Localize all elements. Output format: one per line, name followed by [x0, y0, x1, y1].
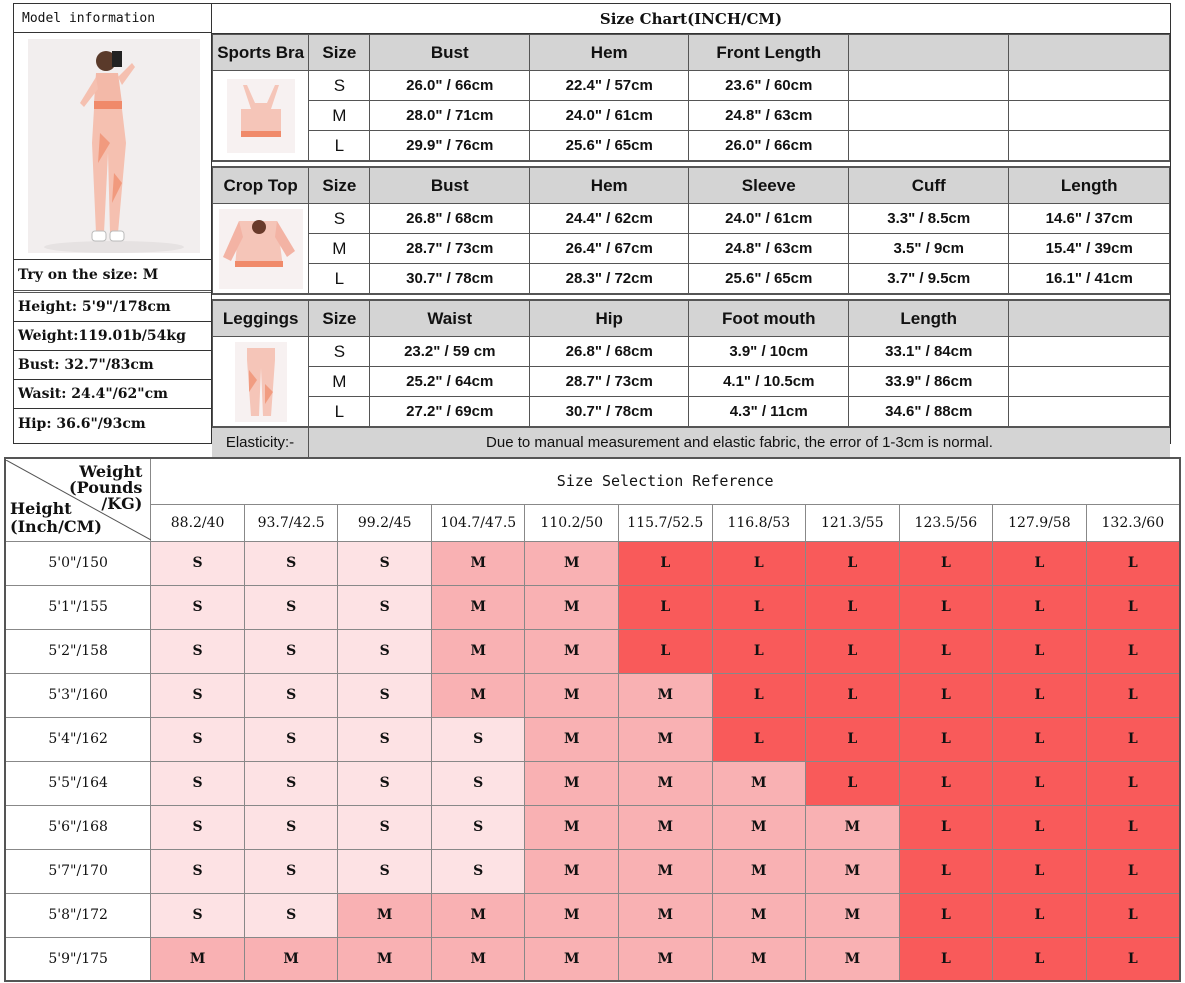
recommended-size-cell: S — [244, 629, 338, 673]
recommended-size-cell: M — [712, 937, 806, 981]
weight-label-line3: /KG) — [101, 493, 143, 513]
table-row — [213, 101, 1170, 131]
recommended-size-cell: L — [712, 717, 806, 761]
recommended-size-cell: S — [338, 717, 432, 761]
recommended-size-cell: M — [619, 893, 713, 937]
column-header — [848, 35, 1009, 71]
measurement-cell: 27.2" / 69cm — [370, 397, 530, 427]
weight-column-header: 121.3/55 — [806, 504, 900, 541]
table-row — [5, 937, 1180, 981]
recommended-size-cell: L — [899, 761, 993, 805]
recommended-size-cell: M — [806, 893, 900, 937]
recommended-size-cell: S — [151, 585, 245, 629]
measurement-cell: 28.0" / 71cm — [370, 101, 530, 131]
recommended-size-cell: L — [1086, 937, 1180, 981]
measurement-cell: 24.0" / 61cm — [689, 204, 849, 234]
measurement-cell: 34.6" / 88cm — [848, 397, 1009, 427]
height-axis-label — [10, 500, 102, 536]
try-on-size: Try on the size: M — [14, 260, 211, 293]
model-height: Height: 5'9"/178cm — [14, 293, 211, 322]
recommended-size-cell: M — [712, 761, 806, 805]
recommended-size-cell: L — [806, 717, 900, 761]
recommended-size-cell: M — [525, 805, 619, 849]
size-cell: S — [309, 71, 370, 101]
measurement-cell: 4.1" / 10.5cm — [689, 367, 849, 397]
recommended-size-cell: L — [899, 673, 993, 717]
measurement-cell: 16.1" / 41cm — [1009, 264, 1170, 294]
measurement-cell — [848, 71, 1009, 101]
measurement-cell: 25.2" / 64cm — [370, 367, 530, 397]
measurement-note: Due to manual measurement and elastic fabric, the error of 1-3cm is normal. — [486, 434, 993, 451]
recommended-size-cell: S — [151, 717, 245, 761]
size-cell: M — [309, 234, 370, 264]
recommended-size-cell: S — [244, 893, 338, 937]
recommended-size-cell: M — [431, 937, 525, 981]
table-row — [213, 337, 1170, 367]
recommended-size-cell: M — [525, 585, 619, 629]
table-row — [5, 585, 1180, 629]
recommended-size-cell: L — [806, 541, 900, 585]
recommended-size-cell: S — [244, 541, 338, 585]
recommended-size-cell: L — [993, 673, 1087, 717]
measurement-cell — [1009, 367, 1170, 397]
recommended-size-cell: L — [619, 585, 713, 629]
recommended-size-cell: L — [712, 585, 806, 629]
recommended-size-cell: L — [806, 585, 900, 629]
size-chart-panel — [13, 3, 1171, 451]
recommended-size-cell: M — [525, 629, 619, 673]
height-row-header: 5'4"/162 — [5, 717, 151, 761]
elasticity-note-row — [212, 427, 1170, 457]
recommended-size-cell: S — [431, 761, 525, 805]
crop-top-image — [215, 207, 307, 291]
recommended-size-cell: L — [619, 629, 713, 673]
recommended-size-cell: L — [899, 849, 993, 893]
measurement-cell — [1009, 101, 1170, 131]
sports-bra-category-label: Sports Bra — [213, 35, 309, 71]
recommended-size-cell: M — [338, 937, 432, 981]
measurement-cell: 3.7" / 9.5cm — [848, 264, 1009, 294]
measurement-cell: 24.8" / 63cm — [689, 101, 849, 131]
recommended-size-cell: L — [993, 541, 1087, 585]
recommended-size-cell: S — [244, 673, 338, 717]
recommended-size-cell: S — [151, 893, 245, 937]
leggings-image — [231, 340, 291, 424]
recommended-size-cell: M — [619, 849, 713, 893]
size-cell: L — [309, 264, 370, 294]
recommended-size-cell: S — [338, 673, 432, 717]
recommended-size-cell: L — [899, 717, 993, 761]
recommended-size-cell: S — [151, 673, 245, 717]
column-header: Hem — [529, 168, 689, 204]
measurement-cell: 4.3" / 11cm — [689, 397, 849, 427]
recommended-size-cell: M — [525, 849, 619, 893]
recommended-size-cell: M — [619, 805, 713, 849]
sports-bra-product-image — [213, 71, 309, 161]
measurement-cell: 23.2" / 59 cm — [370, 337, 530, 367]
recommended-size-cell: M — [712, 849, 806, 893]
recommended-size-cell: S — [244, 849, 338, 893]
model-hip: Hip: 36.6"/93cm — [18, 415, 146, 432]
weight-label-line1: Weight — [79, 461, 143, 481]
recommended-size-cell: S — [244, 585, 338, 629]
column-header: Front Length — [689, 35, 849, 71]
model-waist: Wasit: 24.4"/62"cm — [14, 380, 211, 409]
measurement-cell: 26.4" / 67cm — [529, 234, 689, 264]
column-header: Length — [848, 301, 1009, 337]
measurement-cell: 26.8" / 68cm — [370, 204, 530, 234]
recommended-size-cell: M — [244, 937, 338, 981]
size-selection-table — [4, 457, 1181, 982]
model-photo — [14, 33, 211, 260]
measurement-cell: 30.7" / 78cm — [529, 397, 689, 427]
column-header: Length — [1009, 168, 1170, 204]
crop-top-category-label: Crop Top — [213, 168, 309, 204]
column-header — [1009, 301, 1170, 337]
recommended-size-cell: S — [431, 805, 525, 849]
measurement-cell: 3.5" / 9cm — [848, 234, 1009, 264]
table-row — [5, 805, 1180, 849]
recommended-size-cell: M — [338, 893, 432, 937]
recommended-size-cell: M — [525, 761, 619, 805]
recommended-size-cell: S — [338, 541, 432, 585]
recommended-size-cell: L — [1086, 629, 1180, 673]
measurement-cell: 3.9" / 10cm — [689, 337, 849, 367]
recommended-size-cell: S — [151, 541, 245, 585]
recommended-size-cell: L — [899, 805, 993, 849]
measurement-cell: 33.9" / 86cm — [848, 367, 1009, 397]
leggings-category-label: Leggings — [213, 301, 309, 337]
measurement-cell: 24.0" / 61cm — [529, 101, 689, 131]
measurement-cell: 30.7" / 78cm — [370, 264, 530, 294]
height-row-header: 5'9"/175 — [5, 937, 151, 981]
recommended-size-cell: M — [525, 893, 619, 937]
table-row — [213, 71, 1170, 101]
weight-column-header: 93.7/42.5 — [244, 504, 338, 541]
size-grid-body — [5, 541, 1180, 981]
measurement-cell — [1009, 337, 1170, 367]
height-row-header: 5'3"/160 — [5, 673, 151, 717]
model-info-header: Model information — [14, 4, 211, 33]
model-weight: Weight:119.01b/54kg — [14, 322, 211, 351]
table-row — [213, 264, 1170, 294]
table-corner-header — [5, 458, 151, 541]
column-header: Foot mouth — [689, 301, 849, 337]
recommended-size-cell: L — [806, 673, 900, 717]
crop-top-table — [212, 167, 1170, 294]
recommended-size-cell: S — [338, 629, 432, 673]
recommended-size-cell: L — [1086, 849, 1180, 893]
table-row — [5, 541, 1180, 585]
table-row — [213, 234, 1170, 264]
measurement-cell: 28.3" / 72cm — [529, 264, 689, 294]
recommended-size-cell: L — [899, 937, 993, 981]
weight-column-header: 127.9/58 — [993, 504, 1087, 541]
column-header: Size — [309, 168, 370, 204]
recommended-size-cell: L — [993, 761, 1087, 805]
recommended-size-cell: L — [1086, 761, 1180, 805]
model-figure-image — [14, 33, 212, 259]
height-row-header: 5'7"/170 — [5, 849, 151, 893]
recommended-size-cell: L — [806, 629, 900, 673]
size-cell: L — [309, 131, 370, 161]
measurement-cell: 28.7" / 73cm — [370, 234, 530, 264]
column-header — [1009, 35, 1170, 71]
measurement-cell — [848, 131, 1009, 161]
table-row — [5, 629, 1180, 673]
measurement-cell — [1009, 71, 1170, 101]
measurement-cell: 26.0" / 66cm — [370, 71, 530, 101]
crop-top-header-row — [213, 168, 1170, 204]
recommended-size-cell: M — [619, 761, 713, 805]
weight-column-header: 88.2/40 — [151, 504, 245, 541]
recommended-size-cell: L — [899, 541, 993, 585]
size-cell: S — [309, 204, 370, 234]
recommended-size-cell: S — [244, 805, 338, 849]
column-header: Bust — [370, 168, 530, 204]
recommended-size-cell: L — [1086, 673, 1180, 717]
size-chart-title: Size Chart(INCH/CM) — [212, 4, 1170, 34]
recommended-size-cell: S — [151, 629, 245, 673]
recommended-size-cell: M — [619, 937, 713, 981]
table-row — [213, 397, 1170, 427]
recommended-size-cell: M — [525, 717, 619, 761]
recommended-size-cell: L — [712, 541, 806, 585]
sports-bra-image — [221, 75, 301, 157]
recommended-size-cell: S — [151, 849, 245, 893]
measurement-cell: 26.0" / 66cm — [689, 131, 849, 161]
weight-column-header: 116.8/53 — [712, 504, 806, 541]
size-cell: S — [309, 337, 370, 367]
table-row — [5, 893, 1180, 937]
recommended-size-cell: S — [244, 761, 338, 805]
recommended-size-cell: M — [806, 805, 900, 849]
leggings-header-row — [213, 301, 1170, 337]
recommended-size-cell: S — [338, 585, 432, 629]
measurement-cell: 26.8" / 68cm — [529, 337, 689, 367]
column-header: Sleeve — [689, 168, 849, 204]
recommended-size-cell: L — [993, 717, 1087, 761]
measurement-cell: 14.6" / 37cm — [1009, 204, 1170, 234]
measurement-cell: 15.4" / 39cm — [1009, 234, 1170, 264]
measurement-cell: 33.1" / 84cm — [848, 337, 1009, 367]
height-row-header: 5'8"/172 — [5, 893, 151, 937]
table-row — [5, 717, 1180, 761]
recommended-size-cell: L — [993, 937, 1087, 981]
crop-top-product-image — [213, 204, 309, 294]
recommended-size-cell: M — [431, 673, 525, 717]
recommended-size-cell: M — [431, 585, 525, 629]
weight-column-header: 104.7/47.5 — [431, 504, 525, 541]
table-row — [5, 673, 1180, 717]
measurement-cell: 24.8" / 63cm — [689, 234, 849, 264]
elasticity-label: Elasticity:- — [212, 428, 309, 457]
recommended-size-cell: M — [525, 673, 619, 717]
weight-label-line2: (Pounds — [69, 477, 143, 497]
column-header: Bust — [370, 35, 530, 71]
recommended-size-cell: L — [712, 629, 806, 673]
table-row — [5, 761, 1180, 805]
measurement-cell: 29.9" / 76cm — [370, 131, 530, 161]
height-label-line1: Height — [10, 498, 72, 518]
measurement-cell: 25.6" / 65cm — [529, 131, 689, 161]
recommended-size-cell: L — [899, 629, 993, 673]
recommended-size-cell: L — [806, 761, 900, 805]
recommended-size-cell: L — [1086, 893, 1180, 937]
recommended-size-cell: M — [431, 893, 525, 937]
leggings-product-image — [213, 337, 309, 427]
sports-bra-header-row — [213, 35, 1170, 71]
weight-column-header: 123.5/56 — [899, 504, 993, 541]
recommended-size-cell: S — [244, 717, 338, 761]
recommended-size-cell: S — [431, 849, 525, 893]
column-header: Hem — [529, 35, 689, 71]
height-label-line2: (Inch/CM) — [10, 516, 102, 536]
height-row-header: 5'1"/155 — [5, 585, 151, 629]
measurement-cell: 24.4" / 62cm — [529, 204, 689, 234]
weight-column-header: 110.2/50 — [525, 504, 619, 541]
recommended-size-cell: L — [1086, 541, 1180, 585]
recommended-size-cell: M — [525, 937, 619, 981]
column-header: Waist — [370, 301, 530, 337]
recommended-size-cell: M — [525, 541, 619, 585]
recommended-size-cell: L — [1086, 717, 1180, 761]
recommended-size-cell: M — [431, 629, 525, 673]
recommended-size-cell: S — [151, 805, 245, 849]
size-cell: L — [309, 397, 370, 427]
size-selection-title: Size Selection Reference — [151, 458, 1180, 504]
measurement-cell: 25.6" / 65cm — [689, 264, 849, 294]
recommended-size-cell: S — [338, 761, 432, 805]
recommended-size-cell: S — [338, 805, 432, 849]
column-header: Size — [309, 35, 370, 71]
height-row-header: 5'2"/158 — [5, 629, 151, 673]
recommended-size-cell: M — [151, 937, 245, 981]
recommended-size-cell: M — [619, 717, 713, 761]
recommended-size-cell: S — [431, 717, 525, 761]
recommended-size-cell: L — [993, 893, 1087, 937]
table-row — [213, 131, 1170, 161]
table-row — [5, 849, 1180, 893]
recommended-size-cell: S — [338, 849, 432, 893]
weight-column-header: 132.3/60 — [1086, 504, 1180, 541]
recommended-size-cell: L — [899, 893, 993, 937]
table-row — [213, 204, 1170, 234]
recommended-size-cell: M — [712, 893, 806, 937]
weight-header-row — [5, 504, 1180, 541]
size-chart-column — [212, 4, 1170, 451]
recommended-size-cell: L — [619, 541, 713, 585]
recommended-size-cell: M — [806, 937, 900, 981]
size-chart-sections — [212, 34, 1170, 427]
recommended-size-cell: L — [993, 805, 1087, 849]
column-header: Hip — [529, 301, 689, 337]
weight-column-header: 99.2/45 — [338, 504, 432, 541]
column-header: Size — [309, 301, 370, 337]
recommended-size-cell: L — [993, 585, 1087, 629]
model-bust: Bust: 32.7"/83cm — [14, 351, 211, 380]
recommended-size-cell: M — [712, 805, 806, 849]
size-cell: M — [309, 367, 370, 397]
recommended-size-cell: L — [712, 673, 806, 717]
recommended-size-cell: L — [993, 629, 1087, 673]
measurement-cell: 28.7" / 73cm — [529, 367, 689, 397]
measurement-cell: 22.4" / 57cm — [529, 71, 689, 101]
sports-bra-table — [212, 34, 1170, 161]
size-cell: M — [309, 101, 370, 131]
model-info-column — [14, 4, 212, 443]
recommended-size-cell: L — [993, 849, 1087, 893]
weight-column-header: 115.7/52.5 — [619, 504, 713, 541]
recommended-size-cell: L — [1086, 585, 1180, 629]
recommended-size-cell: L — [899, 585, 993, 629]
column-header: Cuff — [848, 168, 1009, 204]
recommended-size-cell: M — [619, 673, 713, 717]
height-row-header: 5'6"/168 — [5, 805, 151, 849]
recommended-size-cell: M — [806, 849, 900, 893]
recommended-size-cell: S — [151, 761, 245, 805]
measurement-cell: 23.6" / 60cm — [689, 71, 849, 101]
measurement-cell — [848, 101, 1009, 131]
recommended-size-cell: M — [431, 541, 525, 585]
measurement-cell: 3.3" / 8.5cm — [848, 204, 1009, 234]
measurement-cell — [1009, 397, 1170, 427]
table-row — [213, 367, 1170, 397]
height-row-header: 5'5"/164 — [5, 761, 151, 805]
measurement-cell — [1009, 131, 1170, 161]
leggings-table — [212, 300, 1170, 427]
recommended-size-cell: L — [1086, 805, 1180, 849]
height-row-header: 5'0"/150 — [5, 541, 151, 585]
